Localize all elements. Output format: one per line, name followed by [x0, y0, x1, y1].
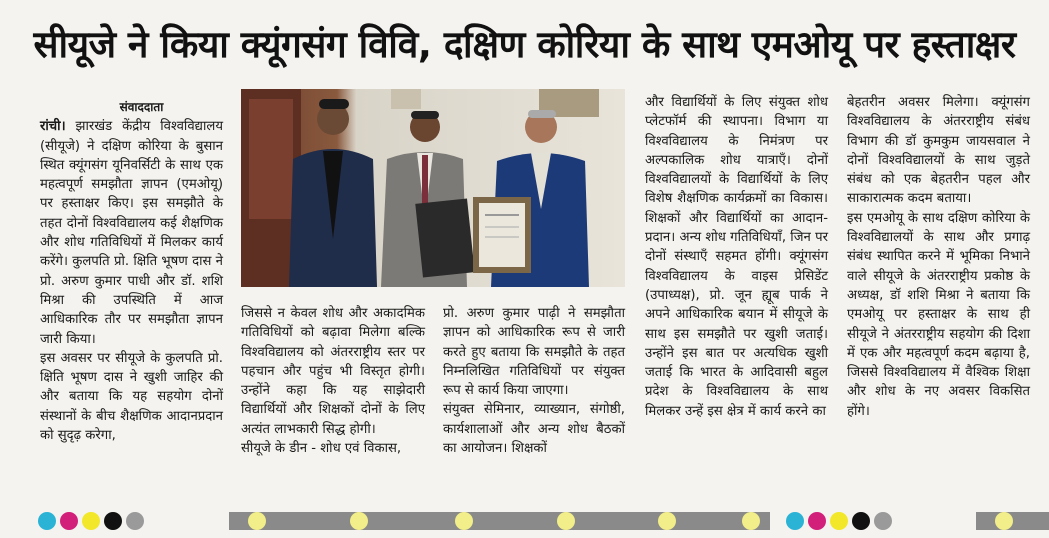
paragraph: [40, 117, 223, 349]
article-column-5: [847, 93, 1030, 421]
photo-mou-signing: [241, 89, 625, 287]
registration-dot: [455, 512, 473, 530]
registration-dot: [104, 512, 122, 530]
article-column-4: [645, 93, 828, 421]
article-column-1: [40, 98, 223, 445]
registration-dot: [126, 512, 144, 530]
registration-dot: [808, 512, 826, 530]
paragraph: जिससे न केवल शोध और अकादमिक गतिविधियों को बढ़ावा मिलेगा बल्कि विश्वविद्यालय को अंतरराष्ट्रीय स्तर पर पहचान और पहुंच भी विस्तृत होगी। उन्होंने कहा कि यह साझेदारी विद्यार्थियों और शिक्षकों दोनों के लिए अत्यंत लाभकारी सिद्ध होगी।: [241, 306, 425, 437]
headline: सीयूजे ने किया क्यूंगसंग विवि, दक्षिण कोरिया के साथ एमओयू पर हस्ताक्षर: [33, 22, 1016, 66]
paragraph-text: झारखंड केंद्रीय विश्वविद्यालय (सीयूजे) ने दक्षिण कोरिया के बुसान स्थित क्यूंगसंग यूनिवर्सिटी के साथ एक महत्वपूर्ण समझौता ज्ञापन (एमओयू) पर हस्ताक्षर किए। इस समझौते के तहत दोनों विश्वविद्यालय कई शैक्षणिक और शोध गतिविधियों में मिलकर कार्य करेंगे। कुलपति प्रो. क्षिति भूषण दास ने प्रो. अरुण कुमार पाधी और डॉ. शशि मिश्रा की उपस्थिति में आज आधिकारिक तौर पर समझौता ज्ञापन जारी किया।: [40, 119, 223, 347]
dateline: रांची।: [40, 119, 66, 135]
registration-dot: [60, 512, 78, 530]
article-column-3: [443, 304, 625, 458]
registration-dot: [995, 512, 1013, 530]
registration-dot: [874, 512, 892, 530]
registration-dot: [248, 512, 266, 530]
paragraph: बेहतरीन अवसर मिलेगा। क्यूंगसंग विश्वविद्यालय के अंतरराष्ट्रीय संबंध विभाग की डॉ कुमकुम जायसवाल ने दोनों विश्वविद्यालयों के साथ जुड़ते संबंध को एक बेहतरीन पहल और साकारात्मक कदम बताया।: [847, 95, 1030, 207]
registration-dot: [830, 512, 848, 530]
registration-bar: [229, 512, 770, 530]
registration-dot: [350, 512, 368, 530]
paragraph: इस अवसर पर सीयूजे के कुलपति प्रो. क्षिति भूषण दास ने खुशी जाहिर की और बताया कि यह सहयोग दोनों संस्थानों के बीच शैक्षणिक आदानप्रदान को सुदृढ़ करेगा,: [40, 350, 223, 444]
paragraph: प्रो. अरुण कुमार पाढ़ी ने समझौता ज्ञापन को आधिकारिक रूप से जारी करते हुए बताया कि समझौते के तहत निम्नलिखित गतिविधियों पर संयुक्त रूप से कार्य किया जाएगा।: [443, 306, 625, 399]
byline: संवाददाता: [119, 100, 164, 114]
registration-dot: [786, 512, 804, 530]
registration-dot: [852, 512, 870, 530]
registration-dot: [557, 512, 575, 530]
registration-dot: [658, 512, 676, 530]
registration-dot: [742, 512, 760, 530]
photo-illustration: [241, 89, 625, 287]
article-column-2: [241, 304, 425, 458]
paragraph: इस एमओयू के साथ दक्षिण कोरिया के विश्वविद्यालयों के साथ और प्रगाढ़ संबंध स्थापित करने में भूमिका निभाने वाले सीयूजे के अंतरराष्ट्रीय प्रकोष्ठ के अध्यक्ष, डॉ शशि मिश्रा ने बताया कि एमओयू पर हस्ताक्षर के साथ ही सीयूजे ने अंतरराष्ट्रीय सहयोग की दिशा में एक और महत्वपूर्ण कदम बढ़ाया है, जिससे विश्वविद्यालय में वैश्विक शिक्षा और शोध के नए अवसर विकसित होंगे।: [847, 210, 1030, 419]
registration-dot: [38, 512, 56, 530]
paragraph: सीयूजे के डीन - शोध एवं विकास,: [241, 441, 402, 457]
paragraph: संयुक्त सेमिनार, व्याख्यान, संगोष्ठी, कार्यशालाओं और अन्य शोध बैठकों का आयोजन। शिक्षकों: [443, 402, 625, 457]
registration-dot: [82, 512, 100, 530]
paragraph: और विद्यार्थियों के लिए संयुक्त शोध प्लेटफॉर्म की स्थापना। विभाग या विश्वविद्यालय के निमंत्रण पर अल्पकालिक शोध यात्राएँ। दोनों विश्वविद्यालयों के विद्यार्थियों के लिए विशेष शैक्षणिक कार्यक्रमों का विकास। शिक्षकों और विद्यार्थियों का आदान-प्रदान। अन्य शोध गतिविधियाँ, जिन पर दोनों संस्थाएँ सहमत होंगी। क्यूंगसंग विश्वविद्यालय के वाइस प्रेसिडेंट (उपाध्यक्ष), प्रो. जून ह्यूब पार्क ने अपने आधिकारिक बयान में सीयूजे के साथ इस समझौते पर खुशी जताई। उन्होंने इस बात पर अत्यधिक खुशी जताई कि भारत के आदिवासी बहुल प्रदेश के विश्वविद्यालय के साथ मिलकर उन्हें इस क्षेत्र में कार्य करने का: [645, 95, 828, 419]
